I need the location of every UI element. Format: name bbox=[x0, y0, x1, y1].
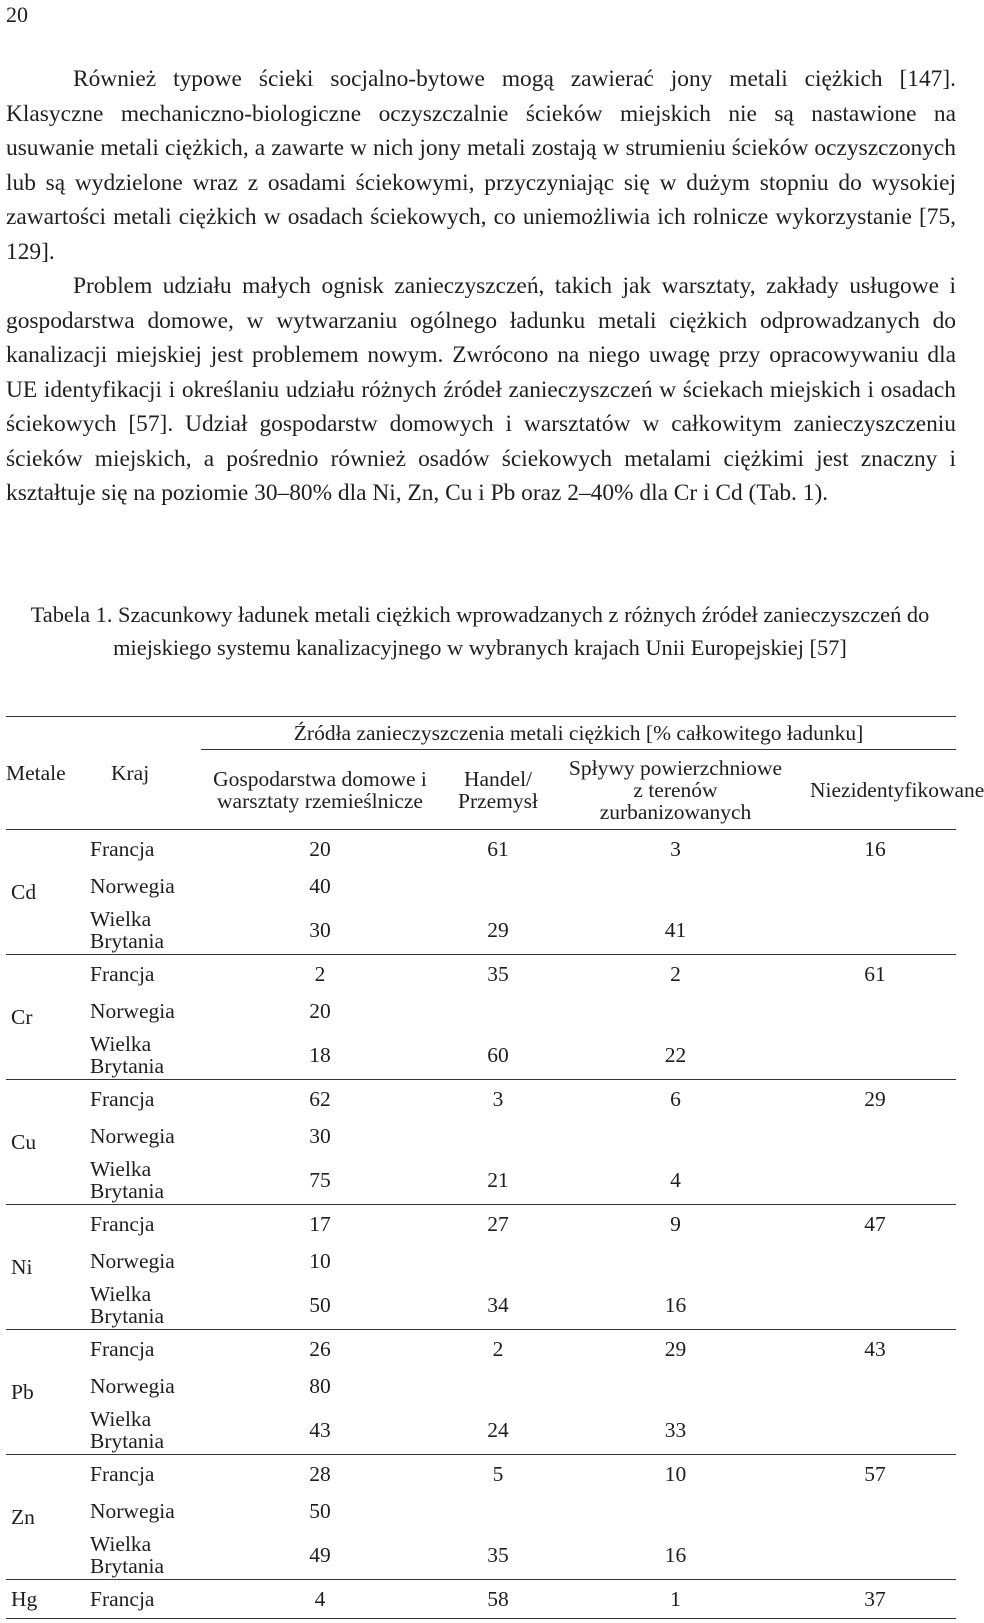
country-cell: Francja bbox=[90, 1461, 155, 1486]
table-row bbox=[6, 830, 956, 868]
country-line: Brytania bbox=[90, 1053, 165, 1078]
value-cell: 1 bbox=[557, 1580, 794, 1619]
country-cell bbox=[86, 1030, 201, 1080]
value-cell bbox=[557, 993, 794, 1031]
value-cell bbox=[794, 1405, 956, 1455]
value-cell: 61 bbox=[864, 961, 886, 986]
country-line: Brytania bbox=[90, 1303, 165, 1328]
value-cell: 22 bbox=[557, 1030, 794, 1080]
value-cell: 5 bbox=[492, 1461, 504, 1486]
table-row bbox=[6, 1330, 956, 1368]
value-cell bbox=[794, 1243, 956, 1281]
country-cell bbox=[86, 1530, 201, 1580]
value-cell: 62 bbox=[309, 1086, 331, 1111]
value-cell bbox=[557, 1493, 794, 1531]
metal-cell: Cu bbox=[6, 1080, 86, 1205]
paragraph-2: Problem udziału małych ognisk zanieczyszczeń, takich jak warsztaty, zakłady usługowe i gospodarstwa domowe, w wytwarzaniu ogólnego ładunku metali ciężkich odprowadzanych do kanalizacji miejskiej jest problemem nowym. Zwrócono na niego uwagę przy opracowywaniu dla UE identyfikacji i określaniu udziału różnych źródeł zanieczyszczeń w ściekach miejskich i osadach ściekowych [57]. Udział gospodarstw domowych i warsztatów w całkowitym zanieczyszczeniu ścieków miejskich, a pośrednio również osadów ściekowych metalami ciężkimi jest znaczny i kształtuje się na poziomie 30–80% dla Ni, Zn, Cu i Pb oraz 2–40% dla Cr i Cd (Tab. 1). bbox=[6, 273, 956, 506]
value-cell: 58 bbox=[439, 1580, 557, 1619]
value-cell: 57 bbox=[864, 1461, 886, 1486]
table-row bbox=[6, 993, 956, 1031]
country-cell bbox=[86, 1155, 201, 1205]
value-cell bbox=[439, 1493, 557, 1531]
paragraph-1: Również typowe ścieki socjalno-bytowe mogą zawierać jony metali ciężkich [147]. Klasyczne mechaniczno-biologiczne oczyszczalnie ścieków miejskich nie są nastawione na usuwanie metali ciężkich, a zawarte w nich jony metali zostają w strumieniu ścieków oczyszczonych lub są wydzielone wraz z osadami ściekowymi, przyczyniając się w dużym stopniu do wysokiej zawartości metali ciężkich w osadach ściekowych, co uniemożliwia ich rolnicze wykorzystanie [75, 129]. bbox=[6, 66, 956, 265]
country-line: Wielka bbox=[90, 1031, 152, 1056]
country-cell: Francja bbox=[90, 961, 155, 986]
country-cell: Norwegia bbox=[90, 1249, 175, 1274]
country-line: Brytania bbox=[90, 928, 165, 953]
country-cell bbox=[86, 905, 201, 955]
body-text bbox=[6, 62, 956, 511]
value-cell: 80 bbox=[309, 1374, 331, 1399]
value-cell bbox=[557, 1118, 794, 1156]
value-cell: 10 bbox=[664, 1461, 687, 1486]
metal-cell: Zn bbox=[6, 1455, 86, 1580]
value-cell: 28 bbox=[309, 1461, 331, 1486]
value-cell bbox=[794, 905, 956, 955]
table-row bbox=[6, 1493, 956, 1531]
value-cell: 16 bbox=[864, 836, 886, 861]
value-cell: 17 bbox=[309, 1211, 331, 1236]
country-cell: Francja bbox=[90, 1086, 155, 1111]
value-cell: 4 bbox=[557, 1155, 794, 1205]
value-cell: 75 bbox=[201, 1155, 439, 1205]
data-table bbox=[6, 716, 984, 1619]
value-cell bbox=[794, 1118, 956, 1156]
metal-cell: Cr bbox=[6, 955, 86, 1080]
value-cell bbox=[439, 1243, 557, 1281]
country-cell bbox=[86, 1405, 201, 1455]
value-cell: 29 bbox=[439, 905, 557, 955]
value-cell: 50 bbox=[201, 1280, 439, 1330]
country-cell: Francja bbox=[90, 1211, 155, 1236]
value-cell: 9 bbox=[670, 1211, 681, 1236]
table-caption: Tabela 1. Szacunkowy ładunek metali ciężkich wprowadzanych z różnych źródeł zanieczyszczeń do miejskiego systemu kanalizacyjnego w wybranych krajach Unii Europejskiej [57] bbox=[30, 602, 930, 660]
value-cell: 10 bbox=[309, 1249, 331, 1274]
value-cell: 43 bbox=[201, 1405, 439, 1455]
header-households: Gospodarstwa domowe i warsztaty rzemieślnicze bbox=[201, 750, 439, 830]
country-line: Brytania bbox=[90, 1428, 165, 1453]
value-cell bbox=[794, 1530, 956, 1580]
country-line: Wielka bbox=[90, 1531, 152, 1556]
value-cell bbox=[794, 993, 956, 1031]
table-row bbox=[6, 1405, 956, 1455]
table-row bbox=[6, 1280, 956, 1330]
header-country: Kraj bbox=[86, 717, 201, 830]
value-cell bbox=[557, 1368, 794, 1406]
country-cell: Francja bbox=[90, 836, 155, 861]
country-cell: Norwegia bbox=[90, 999, 175, 1024]
table-row bbox=[6, 868, 956, 906]
table-row bbox=[6, 1205, 956, 1243]
value-cell bbox=[439, 868, 557, 906]
value-cell: 50 bbox=[309, 1499, 331, 1524]
value-cell: 30 bbox=[201, 905, 439, 955]
country-line: Brytania bbox=[90, 1553, 165, 1578]
value-cell bbox=[794, 868, 956, 906]
metal-cell: Cd bbox=[6, 830, 86, 955]
country-cell: Norwegia bbox=[90, 874, 175, 899]
country-line: Wielka bbox=[90, 906, 152, 931]
table-header bbox=[6, 717, 984, 830]
value-cell bbox=[557, 868, 794, 906]
table-row bbox=[6, 955, 956, 993]
value-cell bbox=[439, 993, 557, 1031]
header-metal: Metale bbox=[6, 717, 86, 830]
value-cell: 29 bbox=[664, 1336, 687, 1361]
value-cell bbox=[439, 1368, 557, 1406]
table-row bbox=[6, 1455, 956, 1493]
value-cell bbox=[794, 1155, 956, 1205]
value-cell: 3 bbox=[492, 1086, 504, 1111]
country-line: Brytania bbox=[90, 1178, 165, 1203]
country-cell: Francja bbox=[86, 1580, 201, 1619]
table-row bbox=[6, 1580, 956, 1619]
value-cell: 33 bbox=[557, 1405, 794, 1455]
value-cell bbox=[794, 1030, 956, 1080]
country-line: Wielka bbox=[90, 1406, 152, 1431]
value-cell: 37 bbox=[794, 1580, 956, 1619]
header-row-group bbox=[6, 717, 956, 750]
value-cell: 43 bbox=[864, 1336, 886, 1361]
value-cell: 47 bbox=[864, 1211, 886, 1236]
value-cell: 2 bbox=[492, 1336, 504, 1361]
value-cell: 3 bbox=[670, 836, 681, 861]
value-cell: 6 bbox=[670, 1086, 681, 1111]
table-body bbox=[6, 830, 956, 1619]
value-cell bbox=[794, 1368, 956, 1406]
value-cell: 16 bbox=[557, 1530, 794, 1580]
value-cell: 21 bbox=[439, 1155, 557, 1205]
country-cell: Norwegia bbox=[90, 1499, 175, 1524]
value-cell: 35 bbox=[487, 961, 509, 986]
value-cell: 49 bbox=[201, 1530, 439, 1580]
value-cell: 34 bbox=[439, 1280, 557, 1330]
value-cell: 2 bbox=[670, 961, 681, 986]
metal-cell: Ni bbox=[6, 1205, 86, 1330]
table-row bbox=[6, 1080, 956, 1118]
value-cell: 35 bbox=[439, 1530, 557, 1580]
value-cell bbox=[794, 1493, 956, 1531]
value-cell: 20 bbox=[309, 999, 331, 1024]
table-row bbox=[6, 1243, 956, 1281]
country-line: Wielka bbox=[90, 1281, 152, 1306]
value-cell: 20 bbox=[309, 836, 331, 861]
country-cell: Francja bbox=[90, 1336, 155, 1361]
table-row bbox=[6, 1118, 956, 1156]
header-unidentified: Niezidentyfikowane bbox=[794, 750, 956, 830]
value-cell: 27 bbox=[487, 1211, 509, 1236]
table-row bbox=[6, 1530, 956, 1580]
country-cell: Norwegia bbox=[90, 1124, 175, 1149]
value-cell: 40 bbox=[309, 874, 331, 899]
value-cell bbox=[794, 1280, 956, 1330]
value-cell: 16 bbox=[557, 1280, 794, 1330]
table-row bbox=[6, 1030, 956, 1080]
table-row bbox=[6, 1368, 956, 1406]
header-runoff: Spływy powierzchniowe z terenów zurbanizowanych bbox=[557, 750, 794, 830]
header-trade: Handel/ Przemysł bbox=[439, 750, 557, 830]
value-cell: 41 bbox=[557, 905, 794, 955]
page-number: 20 bbox=[6, 2, 28, 27]
metal-cell: Pb bbox=[6, 1330, 86, 1455]
value-cell: 2 bbox=[314, 961, 326, 986]
value-cell bbox=[557, 1243, 794, 1281]
metal-cell: Hg bbox=[6, 1580, 86, 1619]
value-cell: 26 bbox=[309, 1336, 331, 1361]
table-row bbox=[6, 905, 956, 955]
country-line: Wielka bbox=[90, 1156, 152, 1181]
value-cell: 4 bbox=[201, 1580, 439, 1619]
value-cell: 18 bbox=[201, 1030, 439, 1080]
header-sources: Źródła zanieczyszczenia metali ciężkich [% całkowitego ładunku] bbox=[201, 717, 956, 750]
value-cell: 60 bbox=[439, 1030, 557, 1080]
value-cell: 30 bbox=[309, 1124, 331, 1149]
value-cell: 29 bbox=[864, 1086, 886, 1111]
value-cell: 61 bbox=[487, 836, 509, 861]
country-cell: Norwegia bbox=[90, 1374, 175, 1399]
table-row bbox=[6, 1155, 956, 1205]
value-cell bbox=[439, 1118, 557, 1156]
value-cell: 24 bbox=[439, 1405, 557, 1455]
country-cell bbox=[86, 1280, 201, 1330]
